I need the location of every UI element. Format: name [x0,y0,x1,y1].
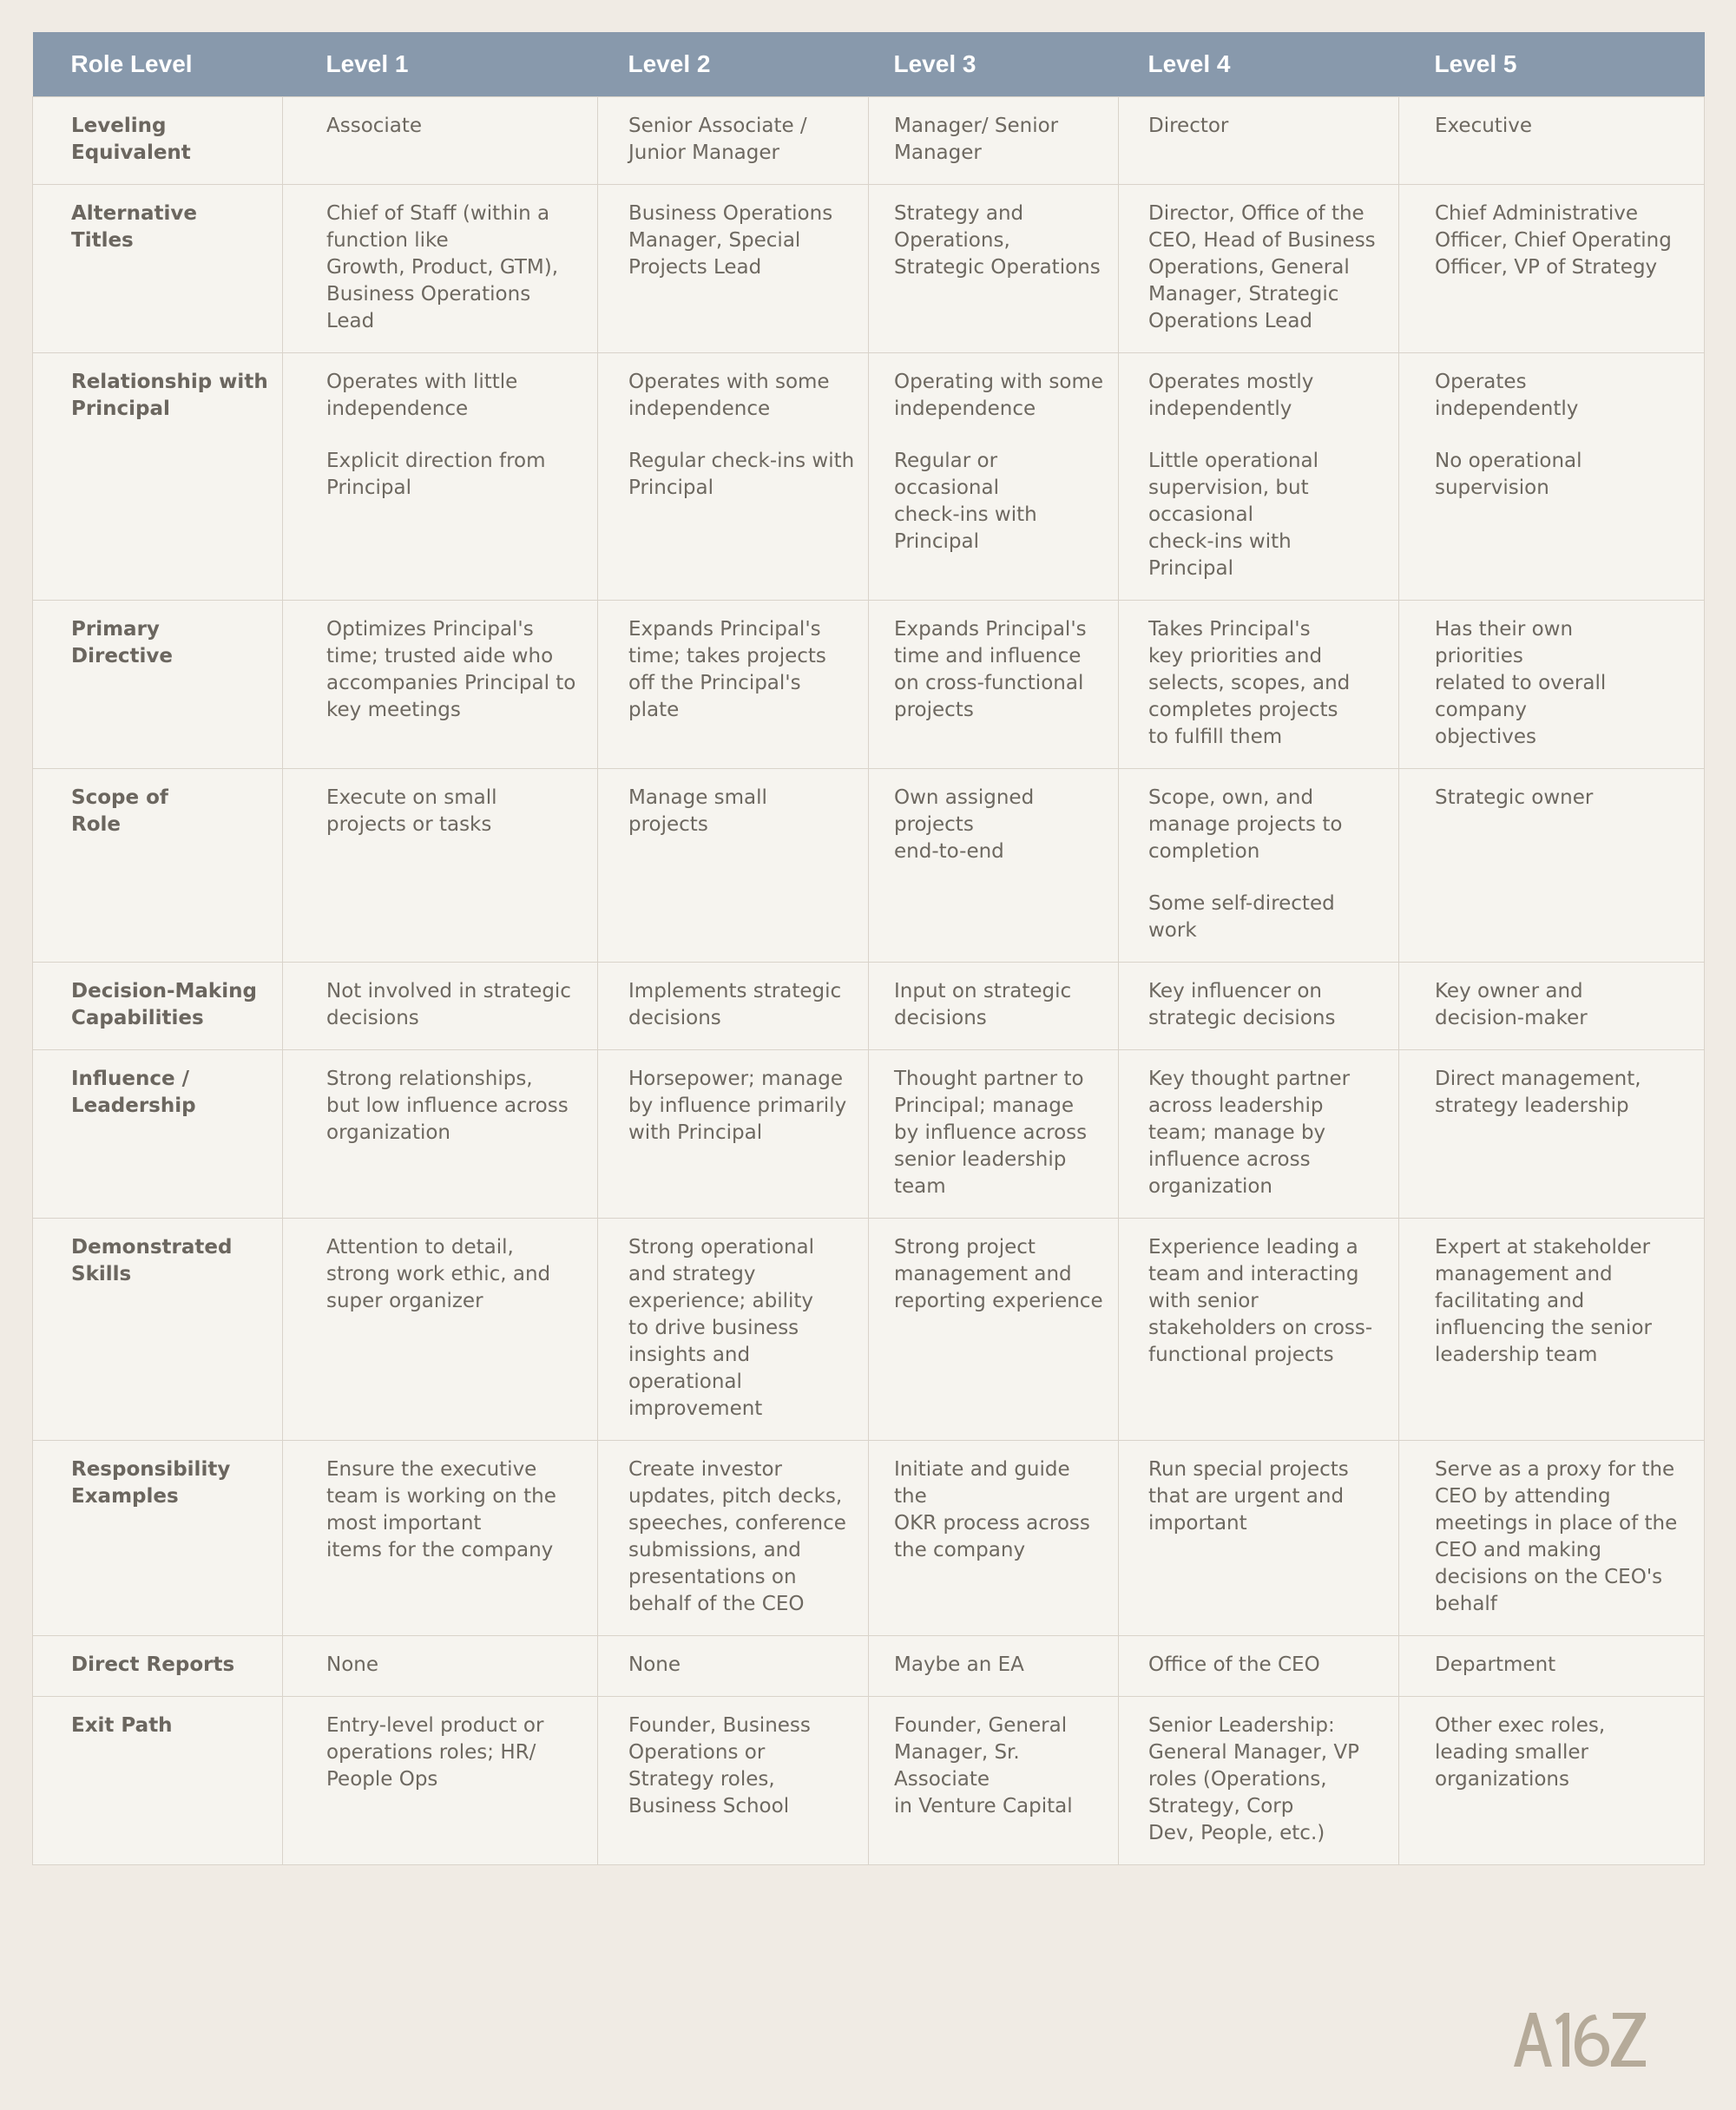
table-cell-level-5 [1399,352,1705,600]
row-label [33,352,283,600]
cell-paragraph: Business Operations Manager, Special Projects Lead [628,201,833,279]
cell-paragraph: Key influencer on strategic decisions [1148,979,1336,1029]
table-row [33,962,1705,1049]
cell-paragraph: Explicit direction from Principal [326,449,546,499]
cell-paragraph: Director [1148,114,1229,137]
row-label-text: Scope of Role [71,785,168,836]
table-cell-level-2 [598,1440,869,1635]
table-cell-level-5 [1399,1696,1705,1864]
cell-paragraph: Experience leading a team and interacting with senior stakeholders on cross- functional projects [1148,1235,1373,1366]
cell-paragraph: Operates independently [1435,370,1579,420]
table-cell-level-5 [1399,1049,1705,1218]
table-cell-level-2 [598,768,869,962]
table-cell-level-2 [598,184,869,352]
cell-paragraph: Expands Principal's time and influence on cross-functional projects [894,617,1087,721]
cell-paragraph: Regular or occasional check-ins with Principal [894,449,1037,553]
cell-paragraph: Regular check-ins with Principal [628,449,855,499]
table-cell-level-1 [283,1696,598,1864]
table-cell-level-3 [869,1218,1119,1440]
row-label [33,96,283,184]
row-label-text: Influence / Leadership [71,1067,196,1117]
row-label [33,1440,283,1635]
cell-paragraph: Operating with some independence [894,370,1104,420]
table-cell-level-5 [1399,962,1705,1049]
row-label-text: Decision-Making Capabilities [71,979,257,1029]
table-cell-level-2 [598,352,869,600]
table-cell-level-1 [283,1049,598,1218]
table-cell-level-5 [1399,768,1705,962]
row-label [33,1218,283,1440]
table-row [33,184,1705,352]
table-cell-level-2 [598,1635,869,1696]
cell-paragraph: Key owner and decision-maker [1435,979,1588,1029]
cell-paragraph: Thought partner to Principal; manage by influence across senior leadership team [894,1067,1088,1198]
cell-paragraph: Other exec roles, leading smaller organizations [1435,1713,1606,1791]
table-cell-level-5 [1399,184,1705,352]
cell-paragraph: Initiate and guide the OKR process across the company [894,1457,1090,1561]
table-cell-level-3 [869,1049,1119,1218]
table-cell-level-4 [1119,600,1399,768]
cell-paragraph: None [628,1653,681,1676]
row-label-text: Responsibility Examples [71,1457,231,1508]
cell-paragraph: Attention to detail, strong work ethic, and super organizer [326,1235,551,1312]
cell-paragraph: Key thought partner across leadership team; manage by influence across organization [1148,1067,1351,1198]
header-role-level: Role Level [33,32,283,96]
table-cell-level-2 [598,1218,869,1440]
table-cell-level-2 [598,600,869,768]
row-label [33,1049,283,1218]
table-cell-level-3 [869,184,1119,352]
table-cell-level-1 [283,962,598,1049]
table-cell-level-1 [283,96,598,184]
leveling-table-container [32,32,1704,1865]
row-label [33,600,283,768]
table-cell-level-4 [1119,1440,1399,1635]
table-cell-level-5 [1399,600,1705,768]
header-level-5: Level 5 [1399,32,1705,96]
cell-paragraph: Direct management, strategy leadership [1435,1067,1641,1117]
table-cell-level-2 [598,1049,869,1218]
cell-paragraph: Input on strategic decisions [894,979,1072,1029]
table-cell-level-4 [1119,1635,1399,1696]
table-cell-level-3 [869,96,1119,184]
cell-paragraph: Operates mostly independently [1148,370,1314,420]
table-cell-level-5 [1399,1218,1705,1440]
table-cell-level-3 [869,768,1119,962]
table-cell-level-4 [1119,962,1399,1049]
table-cell-level-1 [283,1218,598,1440]
cell-paragraph: Strong operational and strategy experience; ability to drive business insights and operational improvement [628,1235,815,1420]
cell-paragraph: Execute on small projects or tasks [326,785,497,836]
cell-paragraph: Serve as a proxy for the CEO by attending meetings in place of the CEO and making decisions on the CEO's behalf [1435,1457,1678,1615]
table-cell-level-4 [1119,184,1399,352]
cell-paragraph: Manage small projects [628,785,767,836]
table-cell-level-3 [869,352,1119,600]
table-cell-level-1 [283,1635,598,1696]
cell-paragraph: Strong project management and reporting experience [894,1235,1103,1312]
cell-paragraph: Strong relationships, but low influence across organization [326,1067,569,1144]
cell-paragraph: Entry-level product or operations roles; HR/ People Ops [326,1713,544,1791]
table-cell-level-5 [1399,1635,1705,1696]
cell-paragraph: Own assigned projects end-to-end [894,785,1035,863]
cell-paragraph: Optimizes Principal's time; trusted aide who accompanies Principal to key meetings [326,617,576,721]
table-cell-level-3 [869,600,1119,768]
cell-paragraph: None [326,1653,379,1676]
table-cell-level-3 [869,1635,1119,1696]
row-label [33,1696,283,1864]
row-label [33,962,283,1049]
row-label-text: Primary Directive [71,617,174,667]
table-cell-level-3 [869,962,1119,1049]
table-row [33,1049,1705,1218]
cell-paragraph: Has their own priorities related to overall company objectives [1435,617,1607,748]
cell-paragraph: Create investor updates, pitch decks, speeches, conference submissions, and presentations on behalf of the CEO [628,1457,846,1615]
table-row [33,352,1705,600]
table-cell-level-1 [283,352,598,600]
table-cell-level-4 [1119,352,1399,600]
table-cell-level-1 [283,184,598,352]
table-cell-level-5 [1399,96,1705,184]
cell-paragraph: Chief of Staff (within a function like Growth, Product, GTM), Business Operations Lead [326,201,559,332]
cell-paragraph: Expands Principal's time; takes projects off the Principal's plate [628,617,826,721]
cell-paragraph: Run special projects that are urgent and important [1148,1457,1349,1535]
cell-paragraph: Senior Leadership: General Manager, VP roles (Operations, Strategy, Corp Dev, People, etc.) [1148,1713,1359,1844]
table-cell-level-1 [283,768,598,962]
cell-paragraph: Founder, Business Operations or Strategy roles, Business School [628,1713,811,1817]
cell-paragraph: Senior Associate / Junior Manager [628,114,807,164]
cell-paragraph: Director, Office of the CEO, Head of Business Operations, General Manager, Strategic Operations Lead [1148,201,1376,332]
cell-paragraph: Associate [326,114,423,137]
table-cell-level-2 [598,962,869,1049]
cell-paragraph: Implements strategic decisions [628,979,842,1029]
table-cell-level-4 [1119,768,1399,962]
cell-paragraph: Operates with some independence [628,370,830,420]
table-cell-level-4 [1119,1218,1399,1440]
header-level-1: Level 1 [283,32,598,96]
table-cell-level-2 [598,96,869,184]
table-body [33,96,1705,1864]
table-row [33,1218,1705,1440]
row-label-text: Leveling Equivalent [71,114,191,164]
table-row [33,1635,1705,1696]
cell-paragraph: Chief Administrative Officer, Chief Operating Officer, VP of Strategy [1435,201,1672,279]
table-cell-level-2 [598,1696,869,1864]
cell-paragraph: Some self-directed work [1148,891,1335,942]
table-header [33,32,1705,96]
cell-paragraph: Maybe an EA [894,1653,1024,1676]
cell-paragraph: Operates with little independence [326,370,518,420]
cell-paragraph: Founder, General Manager, Sr. Associate in Venture Capital [894,1713,1073,1817]
table-cell-level-1 [283,1440,598,1635]
table-cell-level-4 [1119,1049,1399,1218]
row-label [33,184,283,352]
cell-paragraph: No operational supervision [1435,449,1582,499]
cell-paragraph: Scope, own, and manage projects to completion [1148,785,1343,863]
header-level-4: Level 4 [1119,32,1399,96]
cell-paragraph: Ensure the executive team is working on the most important items for the company [326,1457,556,1561]
cell-paragraph: Manager/ Senior Manager [894,114,1059,164]
header-level-3: Level 3 [869,32,1119,96]
cell-paragraph: Department [1435,1653,1556,1676]
row-label-text: Demonstrated Skills [71,1235,233,1285]
header-level-2: Level 2 [598,32,869,96]
table-cell-level-3 [869,1696,1119,1864]
cell-paragraph: Executive [1435,114,1532,137]
row-label-text: Alternative Titles [71,201,197,252]
row-label [33,768,283,962]
cell-paragraph: Horsepower; manage by influence primarily with Principal [628,1067,847,1144]
header-row [33,32,1705,96]
cell-paragraph: Not involved in strategic decisions [326,979,571,1029]
row-label-text: Exit Path [71,1713,173,1737]
table-cell-level-1 [283,600,598,768]
row-label [33,1635,283,1696]
table-row [33,1440,1705,1635]
table-cell-level-3 [869,1440,1119,1635]
cell-paragraph: Strategy and Operations, Strategic Operations [894,201,1101,279]
table-row [33,768,1705,962]
row-label-text: Direct Reports [71,1653,235,1676]
table-cell-level-5 [1399,1440,1705,1635]
cell-paragraph: Office of the CEO [1148,1653,1320,1676]
table-cell-level-4 [1119,96,1399,184]
cell-paragraph: Little operational supervision, but occasional check-ins with Principal [1148,449,1319,580]
leveling-table [32,32,1705,1865]
table-row [33,1696,1705,1864]
cell-paragraph: Expert at stakeholder management and facilitating and influencing the senior leadership team [1435,1235,1652,1366]
cell-paragraph: Takes Principal's key priorities and selects, scopes, and completes projects to fulfill them [1148,617,1351,748]
row-label-text: Relationship with Principal [71,370,268,420]
table-row [33,96,1705,184]
table-cell-level-4 [1119,1696,1399,1864]
cell-paragraph: Strategic owner [1435,785,1594,809]
a16z-logo [1510,2008,1649,2070]
table-row [33,600,1705,768]
